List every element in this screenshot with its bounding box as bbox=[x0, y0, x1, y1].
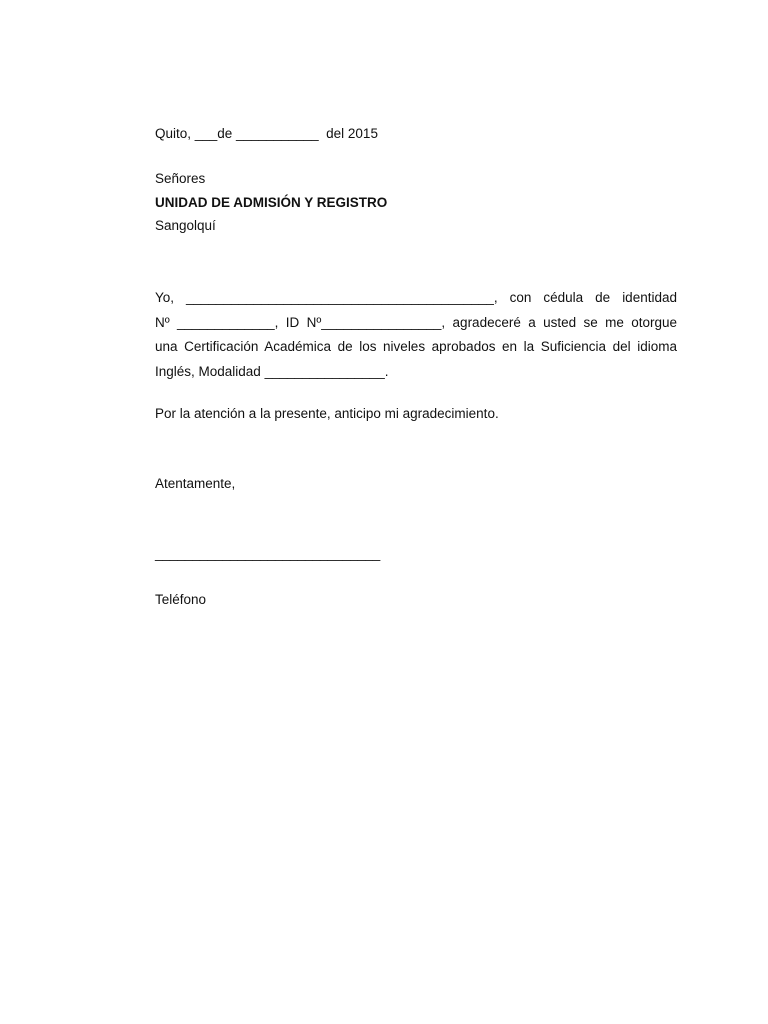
paragraph-line-1: Yo, _________________________________________, con cédula de identidad bbox=[155, 290, 677, 305]
paragraph-line-4: Inglés, Modalidad ________________. bbox=[155, 363, 389, 379]
request-paragraph bbox=[155, 286, 677, 384]
recipient-unit: UNIDAD DE ADMISIÓN Y REGISTRO bbox=[155, 195, 388, 210]
closing-thanks: Por la atención a la presente, anticipo mi agradecimiento. bbox=[155, 406, 499, 421]
sign-off: Atentamente, bbox=[155, 476, 236, 491]
phone-label: Teléfono bbox=[155, 592, 207, 607]
salutation: Señores bbox=[155, 171, 206, 186]
paragraph-line-2: Nº _____________, ID Nº________________, agradeceré a usted se me otorgue bbox=[155, 314, 677, 330]
recipient-city: Sangolquí bbox=[155, 218, 216, 233]
paragraph-line-3: una Certificación Académica de los niveles aprobados en la Suficiencia del idioma bbox=[155, 339, 677, 354]
date-line: Quito, ___de ___________ del 2015 bbox=[155, 126, 378, 141]
signature-line: ______________________________ bbox=[155, 546, 381, 561]
